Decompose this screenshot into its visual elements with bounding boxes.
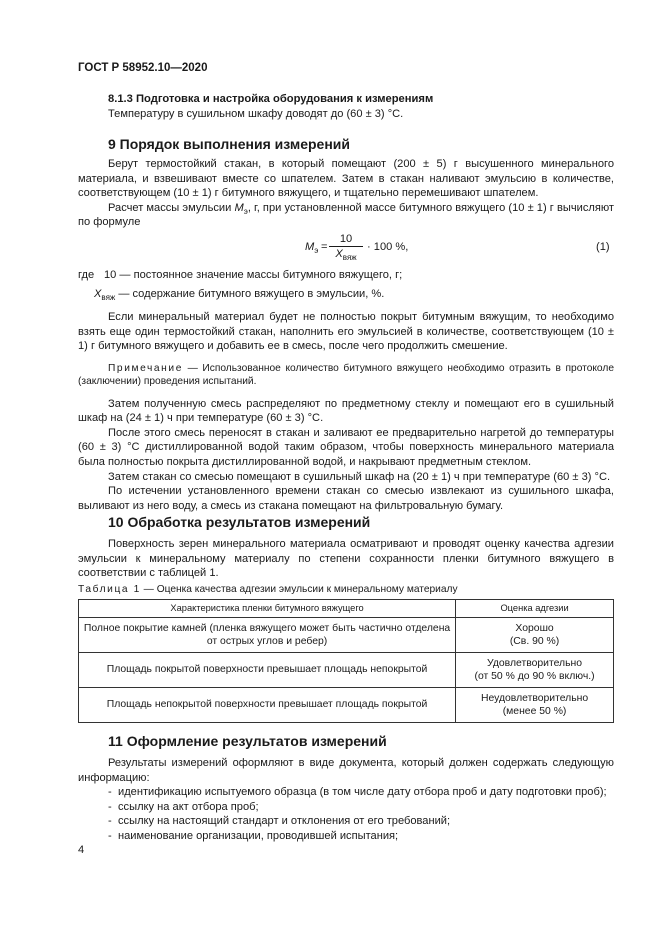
page-number: 4 [78,844,85,856]
formula-denominator [329,247,363,261]
grade-note: (от 50 % до 90 % включ.) [474,671,595,682]
section-9-paragraph-2 [78,201,614,230]
note-label: Примечание [108,362,183,374]
list-item-text: ссылку на настоящий стандарт и отклонения от его требований; [118,815,451,828]
formula-lhs [305,240,318,255]
grade-note: (Св. 90 %) [509,636,560,647]
where-label: где [78,269,95,281]
section-9-paragraph-5: После этого смесь переносят в стакан и заливают ее предварительно нагретой до температуры (60 ± 3) °C дистиллированной водой таким образом, чтобы поверхность минерального материала была полностью покрыта дистиллированной водой, и накрывают предметным стеклом. [78,426,614,468]
table-cell-grade [456,618,614,653]
section-9-body-bottom [78,310,614,513]
grade-label: Хорошо [515,622,554,634]
formula-lhs-sub: э [314,246,319,256]
grade-note: (менее 50 %) [502,706,567,717]
section-9-body-top [78,157,614,230]
section-11-body [78,756,614,844]
table-cell-grade [456,653,614,688]
where-line-2 [94,287,384,302]
where-2-text: — содержание битумного вяжущего в эмульсии, %. [115,288,385,300]
list-item-text: идентификацию испытуемого образца (в том числе дату отбора проб и дату подготовки проб); [118,786,607,799]
table-label: Таблица 1 [78,584,141,595]
table-cell-grade [456,688,614,723]
formula-lhs-symbol: M [305,241,315,253]
note [78,362,614,389]
formula-equals: = [321,241,328,253]
p2-symbol-sub: э [243,207,248,216]
table-caption [78,583,614,598]
list-item: - наименование организации, проводившей испытания; [108,829,399,842]
section-10-body [78,537,614,581]
section-10-title: 10 Обработка результатов измерений [108,514,371,530]
formula-1 [305,232,425,266]
section-9-title: 9 Порядок выполнения измерений [108,136,351,152]
section-8-1-3-title: 8.1.3 Подготовка и настройка оборудования к измерениям [108,93,434,105]
formula-den-sub: вяж [342,253,357,263]
list-item-text: наименование организации, проводившей испытания; [118,829,399,842]
info-list [78,785,614,843]
list-item-text: ссылку на акт отбора проб; [118,800,259,813]
where-2-symbol: X [94,288,102,300]
table-header-characteristic: Характеристика пленки битумного вяжущего [79,600,456,618]
list-item: - ссылку на акт отбора проб; [108,800,259,813]
where-2-sub: вяж [101,293,116,303]
formula-den-symbol: X [335,248,343,260]
table-header-grade: Оценка адгезии [456,600,614,618]
list-item: - идентификацию испытуемого образца (в том числе дату отбора проб и дату подготовки проб); [108,786,607,799]
p2-symbol: M [234,201,244,214]
section-8-1-3 [78,92,614,121]
section-11-paragraph-1: Результаты измерений оформляют в виде документа, который должен содержать следующую информацию: [78,757,614,784]
section-8-1-3-text: Температуру в сушильном шкафу доводят до (60 ± 3) °C. [108,107,404,120]
table-header-row [79,600,614,618]
section-10-paragraph-1: Поверхность зерен минерального материала осматривают и проводят оценку качества адгезии эмульсии к минеральному материалу по степени сохранности пленки битумного вяжущего в соответствии с таблицей 1. [78,538,614,580]
section-9-paragraph-7: По истечении установленного времени стакан со смесью извлекают из сушильного шкафа, выливают из него воду, а смесь из стакана помещают на фильтровальную бумагу. [78,485,614,512]
table-cell-characteristic: Площадь непокрытой поверхности превышает площадь покрытой [79,688,456,723]
section-11-title: 11 Оформление результатов измерений [108,733,387,749]
table-row [79,653,614,688]
grade-label: Неудовлетворительно [480,692,589,704]
section-9-paragraph-3: Если минеральный материал будет не полностью покрыт битумным вяжущим, то необходимо взять еще один термостойкий стакан, наполнить его эмульсией в количестве, соответствующем (10 ± 1) г битумного вяжущего и добавить ее в смесь, после чего продолжить смешение. [78,311,614,353]
table-row [79,618,614,653]
formula-fraction [329,233,363,261]
formula-tail: · 100 %, [367,241,409,253]
section-9-paragraph-6: Затем стакан со смесью помещают в сушильный шкаф на (20 ± 1) ч при температуре (60 ± 3) °C. [108,470,611,483]
note-text: — Использованное количество битумного вяжущего необходимо отразить в протоколе (заключении) проведения испытаний. [78,362,614,388]
list-item: - ссылку на настоящий стандарт и отклонения от его требований; [108,815,451,828]
table-row [79,688,614,723]
section-9-paragraph-4: Затем полученную смесь распределяют по предметному стеклу и помещают его в сушильный шкаф на (24 ± 1) ч при температуре (60 ± 3) °C. [78,397,614,425]
p2-text-a: Расчет массы эмульсии [108,201,235,214]
formula-numerator: 10 [329,233,363,247]
where-line-1: 10 — постоянное значение массы битумного вяжущего, г; [104,269,403,281]
table-caption-text: — Оценка качества адгезии эмульсии к минеральному материалу [140,584,458,595]
adhesion-table [78,599,614,723]
table-cell-characteristic: Площадь покрытой поверхности превышает площадь непокрытой [79,653,456,688]
p2-text-b: , г, при установленной массе битумного вяжущего (10 ± 1) г вычисляют по формуле [78,201,615,229]
grade-label: Удовлетворительно [487,657,583,669]
formula-number: (1) [596,241,610,253]
document-code: ГОСТ Р 58952.10—2020 [78,62,208,74]
section-9-paragraph-1: Берут термостойкий стакан, в который помещают (200 ± 5) г высушенного минерального материала, и взвешивают вместе со шпателем. Затем в стакан наливают эмульсию в количестве, соответствующем (10 ± 1) г битумного вяжущего, и тщательно перемешивают шпателем. [78,158,614,200]
table-cell-characteristic: Полное покрытие камней (пленка вяжущего может быть частично отделена от острых углов и ребер) [79,618,456,653]
